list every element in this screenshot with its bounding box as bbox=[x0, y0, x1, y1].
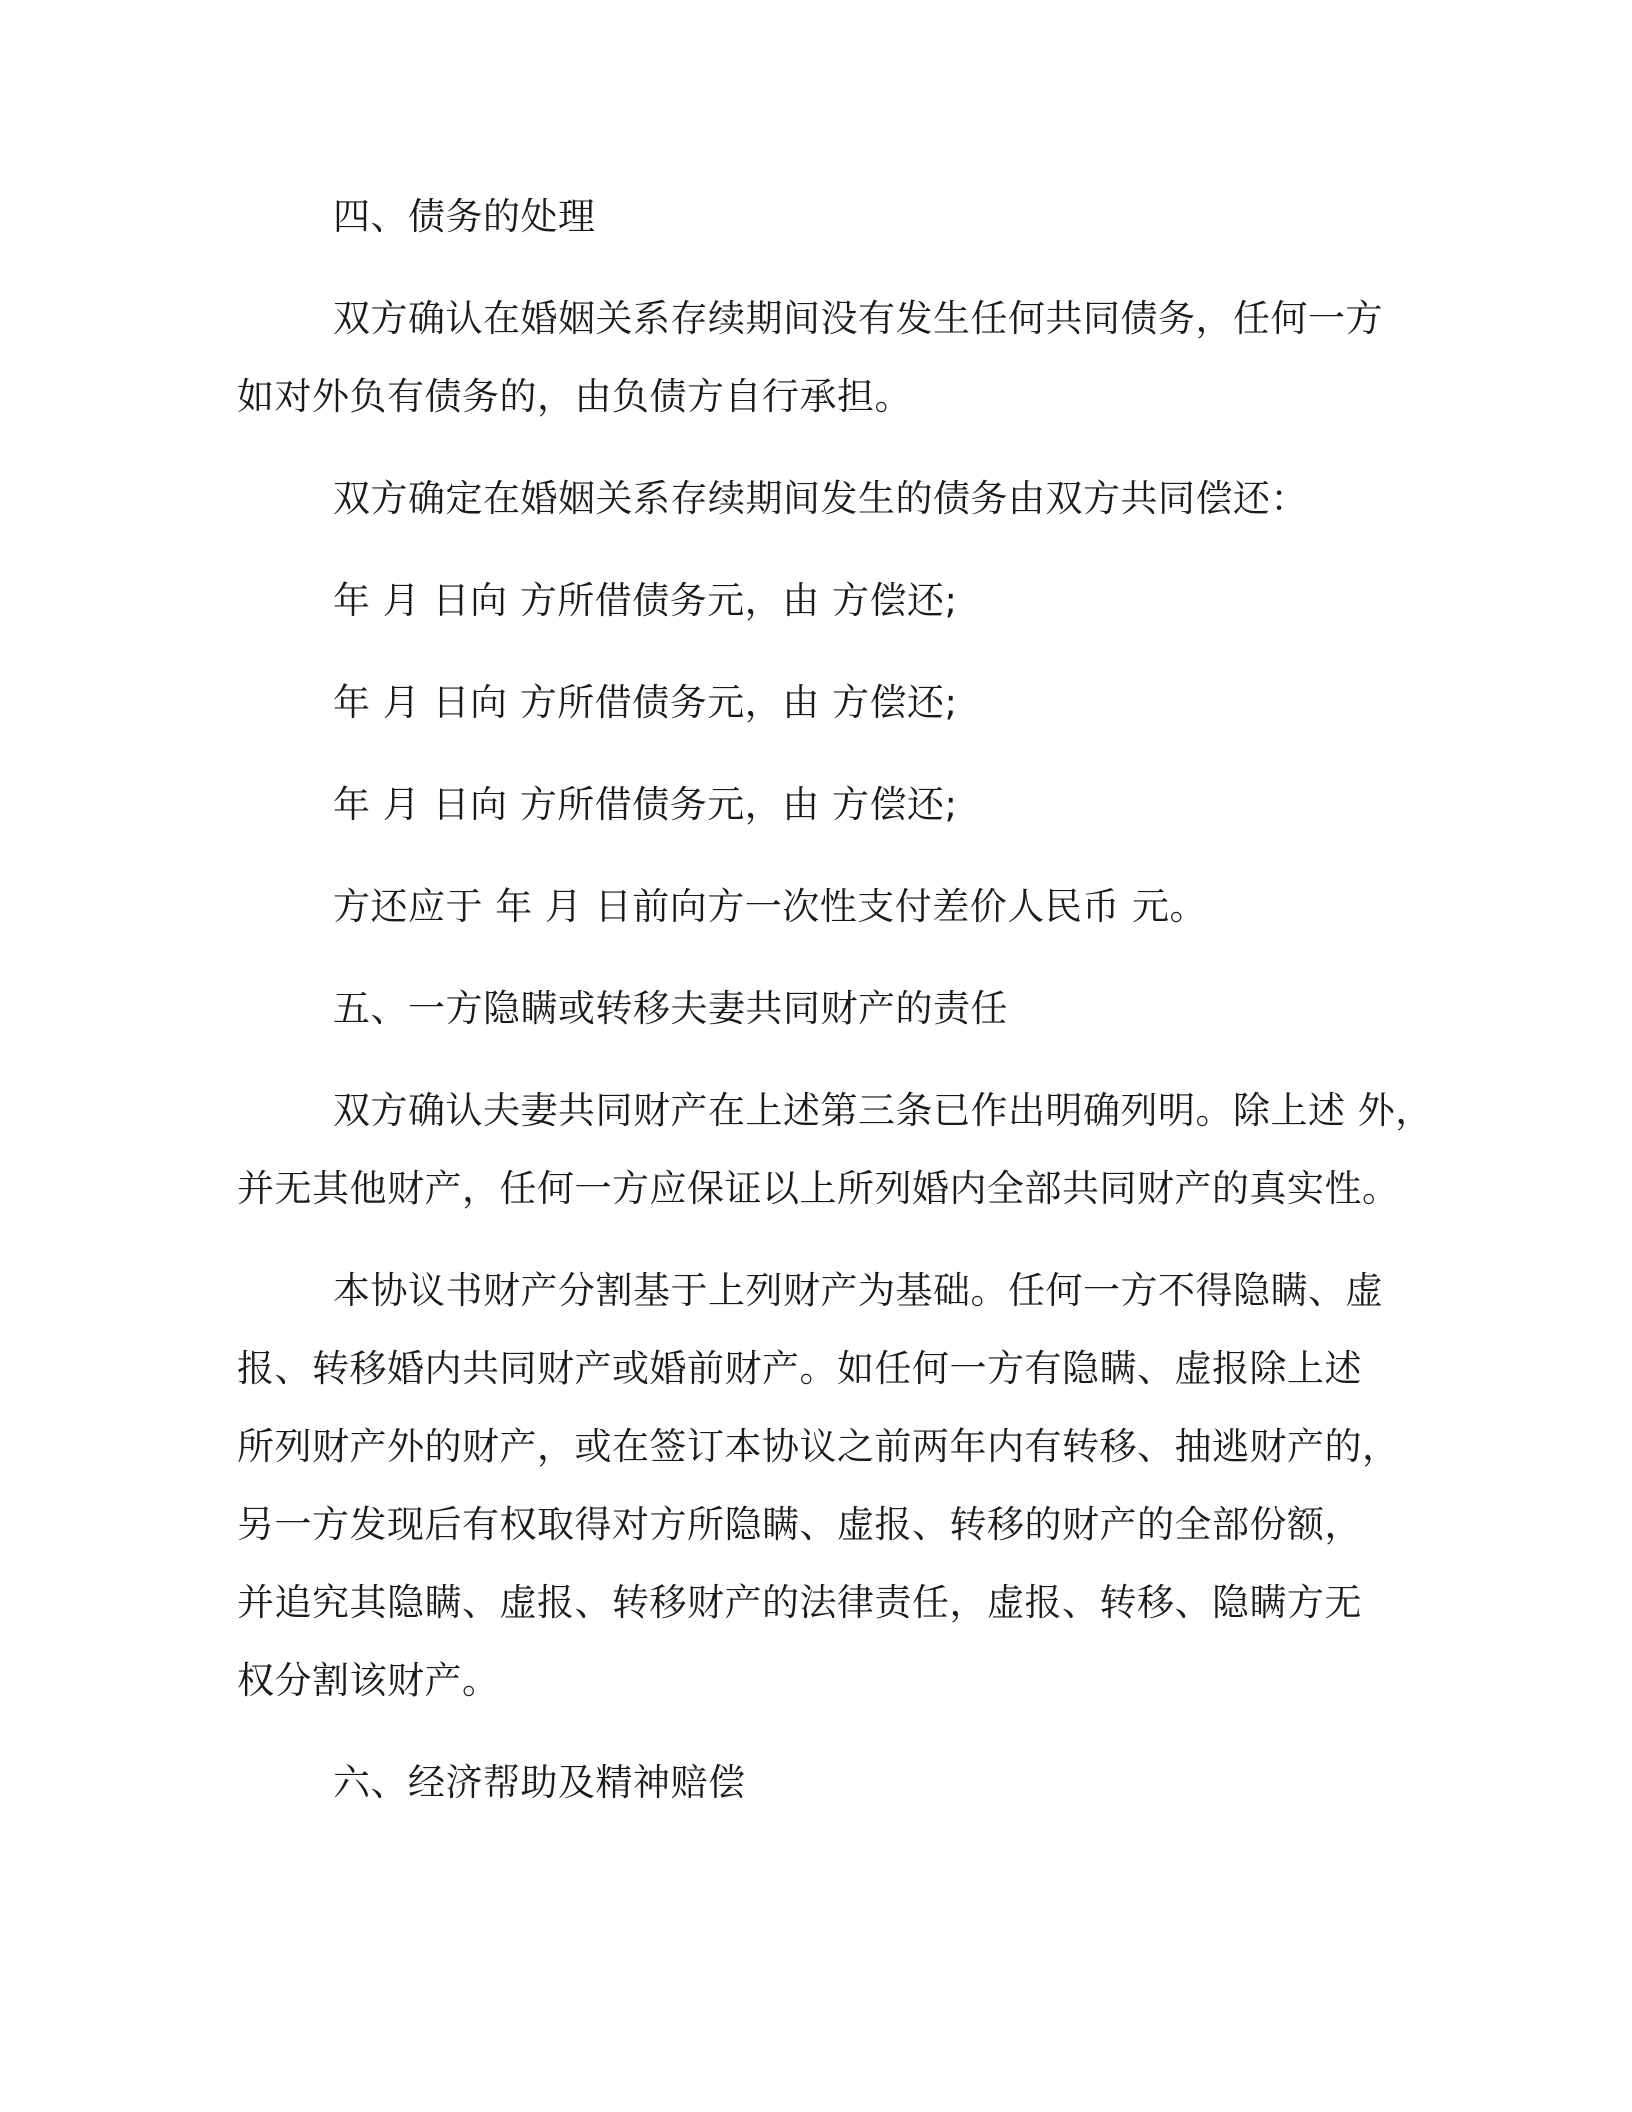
section-5-para1-line1: 双方确认夫妻共同财产在上述第三条已作出明确列明。除上述 外， bbox=[333, 1089, 1433, 1132]
section-4-para1-line1: 双方确认在婚姻关系存续期间没有发生任何共同债务，任何一方 bbox=[333, 297, 1383, 340]
section-5-heading: 五、一方隐瞒或转移夫妻共同财产的责任 bbox=[333, 987, 1008, 1030]
debt-item-3: 年 月 日向 方所借债务元，由 方偿还; bbox=[333, 783, 958, 826]
payment-line: 方还应于 年 月 日前向方一次性支付差价人民币 元。 bbox=[333, 885, 1208, 928]
section-5-para2-line5: 并追究其隐瞒、虚报、转移财产的法律责任，虚报、转移、隐瞒方无 bbox=[237, 1581, 1362, 1624]
section-6-heading: 六、经济帮助及精神赔偿 bbox=[333, 1761, 746, 1804]
section-4-heading: 四、债务的处理 bbox=[333, 195, 596, 238]
section-5-para2-line1: 本协议书财产分割基于上列财产为基础。任何一方不得隐瞒、虚 bbox=[333, 1269, 1383, 1312]
section-4-para2: 双方确定在婚姻关系存续期间发生的债务由双方共同偿还： bbox=[333, 477, 1308, 520]
section-5-para2-line3: 所列财产外的财产，或在签订本协议之前两年内有转移、抽逃财产的， bbox=[237, 1425, 1400, 1468]
debt-item-1: 年 月 日向 方所借债务元，由 方偿还; bbox=[333, 579, 958, 622]
section-5-para2-line2: 报、转移婚内共同财产或婚前财产。如任何一方有隐瞒、虚报除上述 bbox=[237, 1347, 1362, 1390]
section-5-para2-line6: 权分割该财产。 bbox=[237, 1659, 500, 1702]
section-4-para1-line2: 如对外负有债务的，由负债方自行承担。 bbox=[237, 375, 912, 418]
section-5-para1-line2: 并无其他财产，任何一方应保证以上所列婚内全部共同财产的真实性。 bbox=[237, 1167, 1400, 1210]
debt-item-2: 年 月 日向 方所借债务元，由 方偿还; bbox=[333, 681, 958, 724]
section-5-para2-line4: 另一方发现后有权取得对方所隐瞒、虚报、转移的财产的全部份额， bbox=[237, 1503, 1362, 1546]
